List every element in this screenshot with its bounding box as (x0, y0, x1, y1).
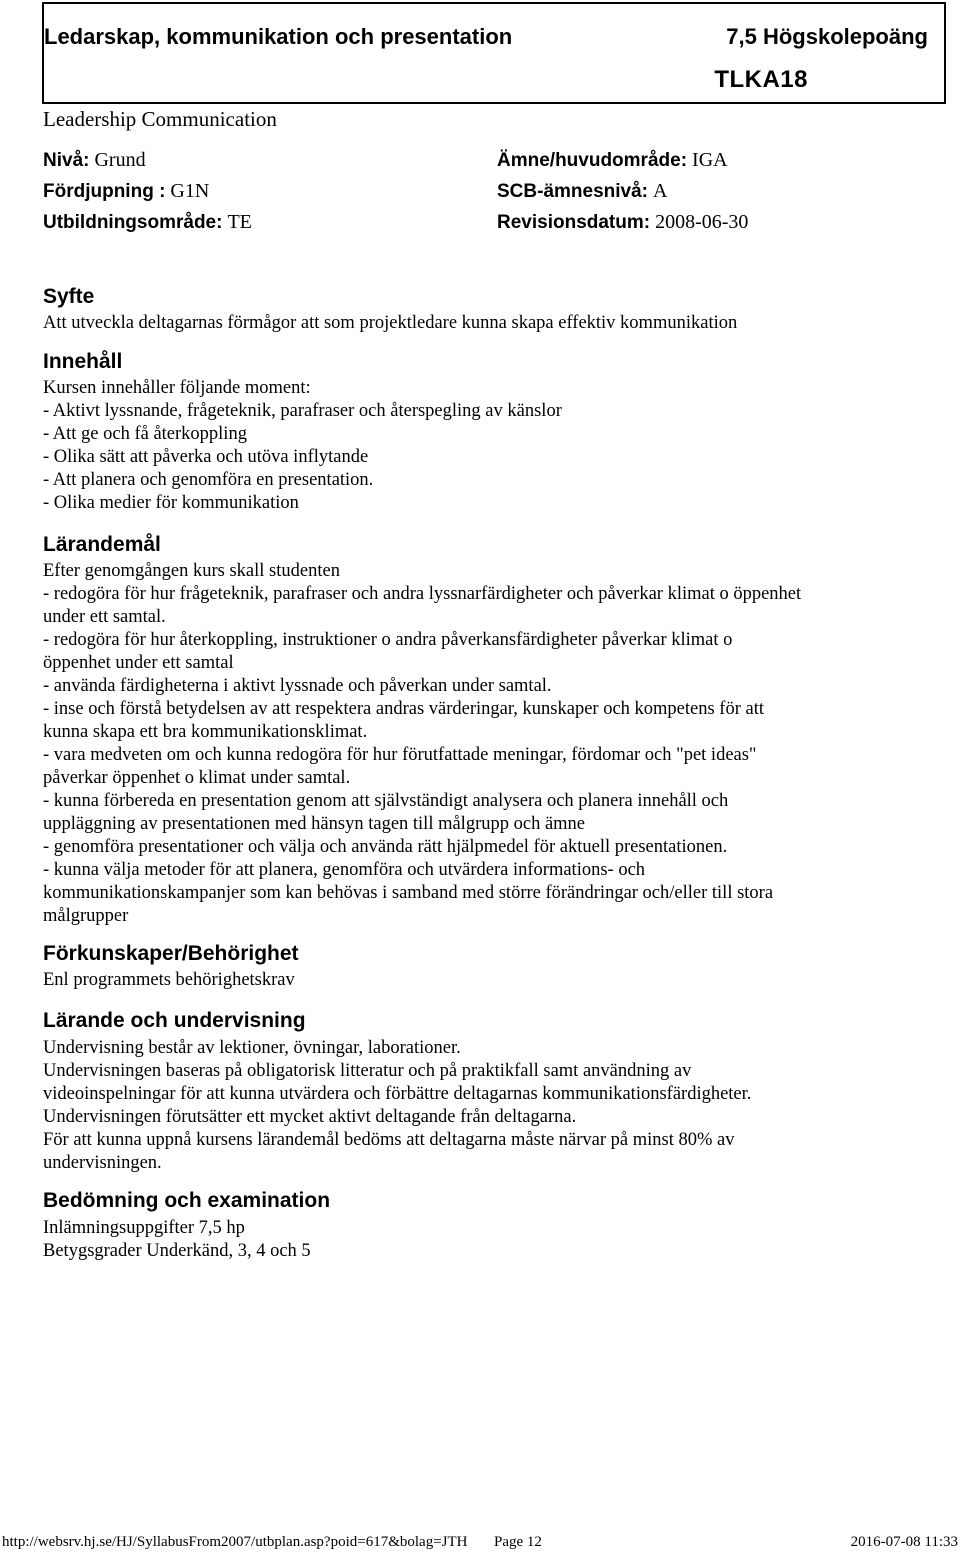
text-line: kommunikationskampanjer som kan behövas i samband med större förändringar och/eller till stora (43, 883, 774, 903)
list-item: - inse och förstå betydelsen av att respektera andras värderingar, kunskaper och kompetens för att (43, 699, 764, 719)
meta-subject-label: Ämne/huvudområde: (497, 150, 688, 171)
meta-depth-value: G1N (170, 180, 210, 202)
meta-revision-label: Revisionsdatum: (497, 212, 651, 233)
meta-level (43, 149, 146, 172)
text-line: Enl programmets behörighetskrav (43, 970, 295, 990)
meta-scb (497, 180, 667, 203)
text-line: Efter genomgången kurs skall studenten (43, 561, 340, 581)
footer-page-number: Page 12 (494, 1534, 542, 1550)
section-heading-syfte: Syfte (43, 285, 95, 308)
list-item: - genomföra presentationer och välja och använda rätt hjälpmedel för aktuell presentationen. (43, 837, 728, 857)
text-line: Inlämningsuppgifter 7,5 hp (43, 1218, 245, 1238)
meta-level-label: Nivå: (43, 150, 90, 171)
list-item: - kunna förbereda en presentation genom att självständigt analysera och planera innehåll och (43, 791, 729, 811)
section-heading-forkunskaper: Förkunskaper/Behörighet (43, 942, 299, 965)
section-body-bedomning (43, 1217, 953, 1263)
english-title: Leadership Communication (43, 107, 277, 131)
course-credits: 7,5 Högskolepoäng (726, 24, 928, 49)
list-item: - redogöra för hur återkoppling, instruktioner o andra påverkansfärdigheter påverkar klimat o (43, 630, 733, 650)
list-item: - Att planera och genomföra en presentation. (43, 470, 374, 490)
meta-field-label: Utbildningsområde: (43, 212, 223, 233)
meta-subject-value: IGA (692, 149, 728, 171)
page-footer (0, 1534, 960, 1554)
section-heading-bedomning: Bedömning och examination (43, 1189, 331, 1212)
text-line: målgrupper (43, 906, 129, 926)
section-heading-innehall: Innehåll (43, 350, 123, 373)
list-item: - Aktivt lyssnande, frågeteknik, parafraser och återspegling av känslor (43, 401, 562, 421)
section-body-larande (43, 1037, 953, 1175)
meta-revision (497, 211, 748, 234)
meta-subject (497, 149, 728, 172)
text-line: undervisningen. (43, 1153, 162, 1173)
text-line: Undervisning består av lektioner, övningar, laborationer. (43, 1038, 461, 1058)
list-item: - kunna välja metoder för att planera, genomföra och utvärdera informations- och (43, 860, 646, 880)
section-body-larandemal (43, 560, 953, 928)
text-line: Undervisningen förutsätter ett mycket aktivt deltagande från deltagarna. (43, 1107, 577, 1127)
meta-depth-label: Fördjupning : (43, 181, 166, 202)
text-line: Undervisningen baseras på obligatorisk litteratur och på praktikfall samt användning av (43, 1061, 692, 1081)
course-title-box (42, 2, 946, 104)
section-body-syfte (43, 312, 953, 335)
text-line: För att kunna uppnå kursens lärandemål bedöms att deltagarna måste närvar på minst 80% av (43, 1130, 735, 1150)
text-line: under ett samtal. (43, 607, 166, 627)
section-heading-larandemal: Lärandemål (43, 533, 161, 556)
section-heading-larande: Lärande och undervisning (43, 1009, 306, 1032)
list-item: - redogöra för hur frågeteknik, parafraser och andra lyssnarfärdigheter och påverkar klimat o öppenhet (43, 584, 802, 604)
list-item: - Olika medier för kommunikation (43, 493, 299, 513)
course-title: Ledarskap, kommunikation och presentation (44, 24, 513, 49)
meta-scb-value: A (653, 180, 668, 202)
meta-revision-value: 2008-06-30 (655, 211, 749, 233)
list-item: - Att ge och få återkoppling (43, 424, 247, 444)
meta-scb-label: SCB-ämnesnivå: (497, 181, 648, 202)
text-line: påverkar öppenhet o klimat under samtal. (43, 768, 351, 788)
meta-depth (43, 180, 209, 203)
meta-field-value: TE (227, 211, 252, 233)
footer-datetime: 2016-07-08 11:33 (850, 1534, 958, 1550)
meta-level-value: Grund (94, 149, 146, 171)
text-line: kunna skapa ett bra kommunikationsklimat. (43, 722, 368, 742)
text-line: videoinspelningar för att kunna utvärdera och förbättre deltagarnas kommunikationsfärdigheter. (43, 1084, 752, 1104)
section-body-innehall (43, 377, 953, 515)
section-body-forkunskaper (43, 969, 953, 992)
text-line: Betygsgrader Underkänd, 3, 4 och 5 (43, 1241, 311, 1261)
list-item: - använda färdigheterna i aktivt lyssnade och påverkan under samtal. (43, 676, 552, 696)
text-line: Att utveckla deltagarnas förmågor att som projektledare kunna skapa effektiv kommunikation (43, 313, 738, 333)
footer-url: http://websrv.hj.se/HJ/SyllabusFrom2007/utbplan.asp?poid=617&bolag=JTH (2, 1534, 468, 1550)
course-code: TLKA18 (714, 66, 808, 93)
text-line: öppenhet under ett samtal (43, 653, 234, 673)
meta-field (43, 211, 252, 234)
text-line: uppläggning av presentationen med hänsyn tagen till målgrupp och ämne (43, 814, 586, 834)
list-item: - vara medveten om och kunna redogöra för hur förutfattade meningar, fördomar och "pet ideas" (43, 745, 757, 765)
text-line: Kursen innehåller följande moment: (43, 378, 311, 398)
list-item: - Olika sätt att påverka och utöva inflytande (43, 447, 369, 467)
